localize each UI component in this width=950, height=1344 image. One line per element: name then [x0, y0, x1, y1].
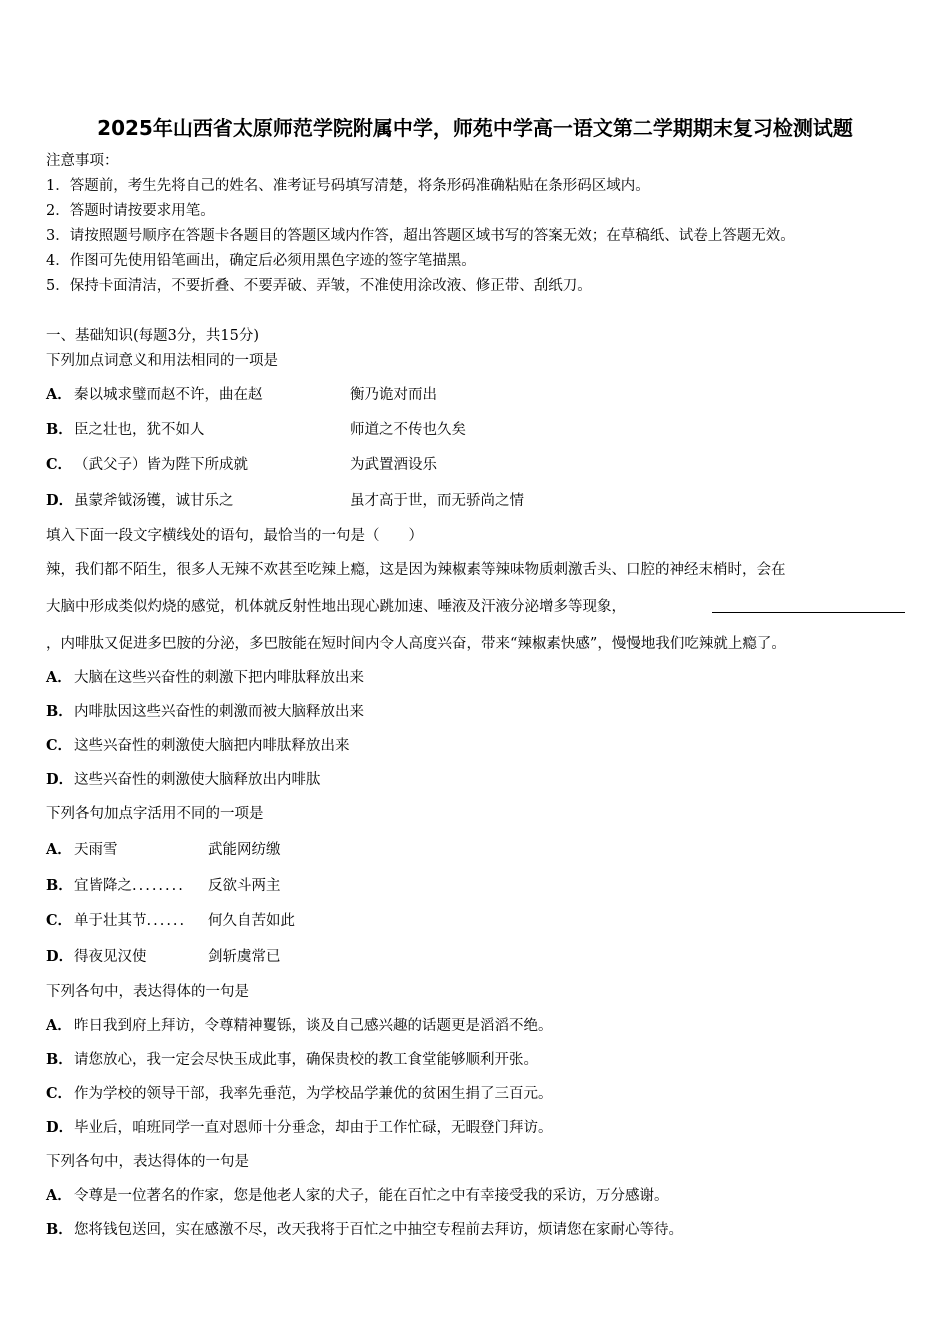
- q5-option-b: [46, 1220, 683, 1240]
- q5-option-a: [46, 1186, 669, 1206]
- option-text: 您将钱包送回，实在感激不尽，改天我将于百忙之中抽空专程前去拜访，烦请您在家耐心等待。: [74, 1222, 683, 1238]
- emphasis-dots: ......: [146, 913, 187, 929]
- option-label: D．: [46, 1119, 74, 1136]
- option-label: B．: [46, 703, 73, 720]
- option-text: 这些兴奋性的刺激使大脑把内啡肽释放出来: [74, 738, 350, 754]
- option-label: C．: [46, 456, 73, 473]
- q2-option-d: [46, 770, 321, 790]
- q4-option-a: [46, 1016, 553, 1036]
- option-left: 虽蒙斧钺汤镬，诚甘乐之: [74, 493, 234, 509]
- notice-item: 1．答题前，考生先将自己的姓名、准考证号码填写清楚，将条形码准确粘贴在条形码区域内。: [46, 178, 650, 194]
- option-label: C．: [46, 1085, 73, 1102]
- option-label: A．: [46, 1017, 72, 1034]
- notice-heading: 注意事项：: [46, 153, 119, 169]
- option-text: 令尊是一位著名的作家，您是他老人家的犬子，能在百忙之中有幸接受我的采访，万分感谢。: [74, 1188, 669, 1204]
- q4-option-c: [46, 1084, 553, 1104]
- passage-line: 大脑中形成类似灼烧的感觉，机体就反射性地出现心跳加速、唾液及汗液分泌增多等现象，: [46, 599, 626, 615]
- option-text: 昨日我到府上拜访，令尊精神矍铄，谈及自己感兴趣的话题更是滔滔不绝。: [74, 1018, 553, 1034]
- q1-option-c: [46, 455, 248, 475]
- option-right: 虽才高于世，而无骄尚之情: [350, 493, 524, 509]
- q4-option-b: [46, 1050, 538, 1070]
- q2-option-c: [46, 736, 350, 756]
- option-label: D．: [46, 771, 74, 788]
- option-label: C．: [46, 737, 73, 754]
- q3-option-a: [46, 840, 118, 860]
- option-right: 何久自苦如此: [208, 913, 295, 929]
- q2-option-a: [46, 668, 364, 688]
- option-label: B．: [46, 421, 73, 438]
- option-right: 剑斩虞常已: [208, 949, 281, 965]
- option-text: 内啡肽因这些兴奋性的刺激而被大脑释放出来: [74, 704, 364, 720]
- option-right: 反欲斗两主: [208, 878, 281, 894]
- option-label: B．: [46, 877, 73, 894]
- question-stem: 下列加点词意义和用法相同的一项是: [46, 353, 278, 369]
- passage-line: 辣，我们都不陌生，很多人无辣不欢甚至吃辣上瘾，这是因为辣椒素等辣味物质刺激舌头、口腔的神经末梢时，会在: [46, 562, 786, 578]
- q1-option-a: [46, 385, 263, 405]
- option-left: 单于壮其节: [74, 913, 147, 929]
- question-stem: 下列各句中，表达得体的一句是: [46, 1154, 249, 1170]
- q2-option-b: [46, 702, 364, 722]
- option-left: （武父子）皆为陛下所成就: [74, 457, 248, 473]
- q3-option-c: [46, 911, 186, 931]
- option-right: 为武置酒设乐: [350, 457, 437, 473]
- option-text: 这些兴奋性的刺激使大脑释放出内啡肽: [74, 772, 321, 788]
- q4-option-d: [46, 1118, 553, 1138]
- q3-option-b: [46, 876, 185, 896]
- question-stem: 下列各句加点字活用不同的一项是: [46, 806, 264, 822]
- option-right: 武能网纺缴: [208, 842, 281, 858]
- section-heading: 一、基础知识(每题3分，共15分): [46, 328, 259, 344]
- option-label: B．: [46, 1221, 73, 1238]
- option-text: 作为学校的领导干部，我率先垂范，为学校品学兼优的贫困生捐了三百元。: [74, 1086, 553, 1102]
- option-label: B．: [46, 1051, 73, 1068]
- question-stem: 下列各句中，表达得体的一句是: [46, 984, 249, 1000]
- option-left: 得夜见汉使: [74, 949, 147, 965]
- option-left: 宜皆降之: [74, 878, 132, 894]
- passage-line: ，内啡肽又促进多巴胺的分泌，多巴胺能在短时间内令人高度兴奋，带来“辣椒素快感”，慢慢地我们吃辣就上瘾了。: [46, 636, 786, 652]
- option-label: D．: [46, 492, 74, 509]
- option-label: A．: [46, 1187, 72, 1204]
- notice-item: 4．作图可先使用铅笔画出，确定后必须用黑色字迹的签字笔描黑。: [46, 253, 476, 269]
- notice-item: 5．保持卡面清洁，不要折叠、不要弄破、弄皱，不准使用涂改液、修正带、刮纸刀。: [46, 278, 592, 294]
- emphasis-dots: ........: [132, 878, 185, 894]
- exam-title: 2025年山西省太原师范学院附属中学，师苑中学高一语文第二学期期末复习检测试题: [97, 116, 853, 140]
- q3-option-d: [46, 947, 147, 967]
- option-label: A．: [46, 669, 72, 686]
- q1-option-d: [46, 491, 234, 511]
- option-text: 大脑在这些兴奋性的刺激下把内啡肽释放出来: [74, 670, 364, 686]
- option-left: 秦以城求璧而赵不许，曲在赵: [74, 387, 263, 403]
- option-label: A．: [46, 841, 72, 858]
- notice-item: 2．答题时请按要求用笔。: [46, 203, 215, 219]
- question-stem: 填入下面一段文字横线处的语句，最恰当的一句是（ ）: [46, 528, 423, 544]
- option-label: C．: [46, 912, 73, 929]
- option-right: 衡乃诡对而出: [350, 387, 437, 403]
- option-right: 师道之不传也久矣: [350, 422, 466, 438]
- answer-blank-line: [712, 612, 905, 613]
- option-left: 臣之壮也，犹不如人: [74, 422, 205, 438]
- option-left: 天雨雪: [74, 842, 118, 858]
- option-label: A．: [46, 386, 72, 403]
- option-text: 请您放心，我一定会尽快玉成此事，确保贵校的教工食堂能够顺利开张。: [74, 1052, 538, 1068]
- notice-item: 3．请按照题号顺序在答题卡各题目的答题区域内作答，超出答题区域书写的答案无效；在草稿纸、试卷上答题无效。: [46, 228, 795, 244]
- q1-option-b: [46, 420, 205, 440]
- option-label: D．: [46, 948, 74, 965]
- option-text: 毕业后，咱班同学一直对恩师十分垂念，却由于工作忙碌，无暇登门拜访。: [74, 1120, 553, 1136]
